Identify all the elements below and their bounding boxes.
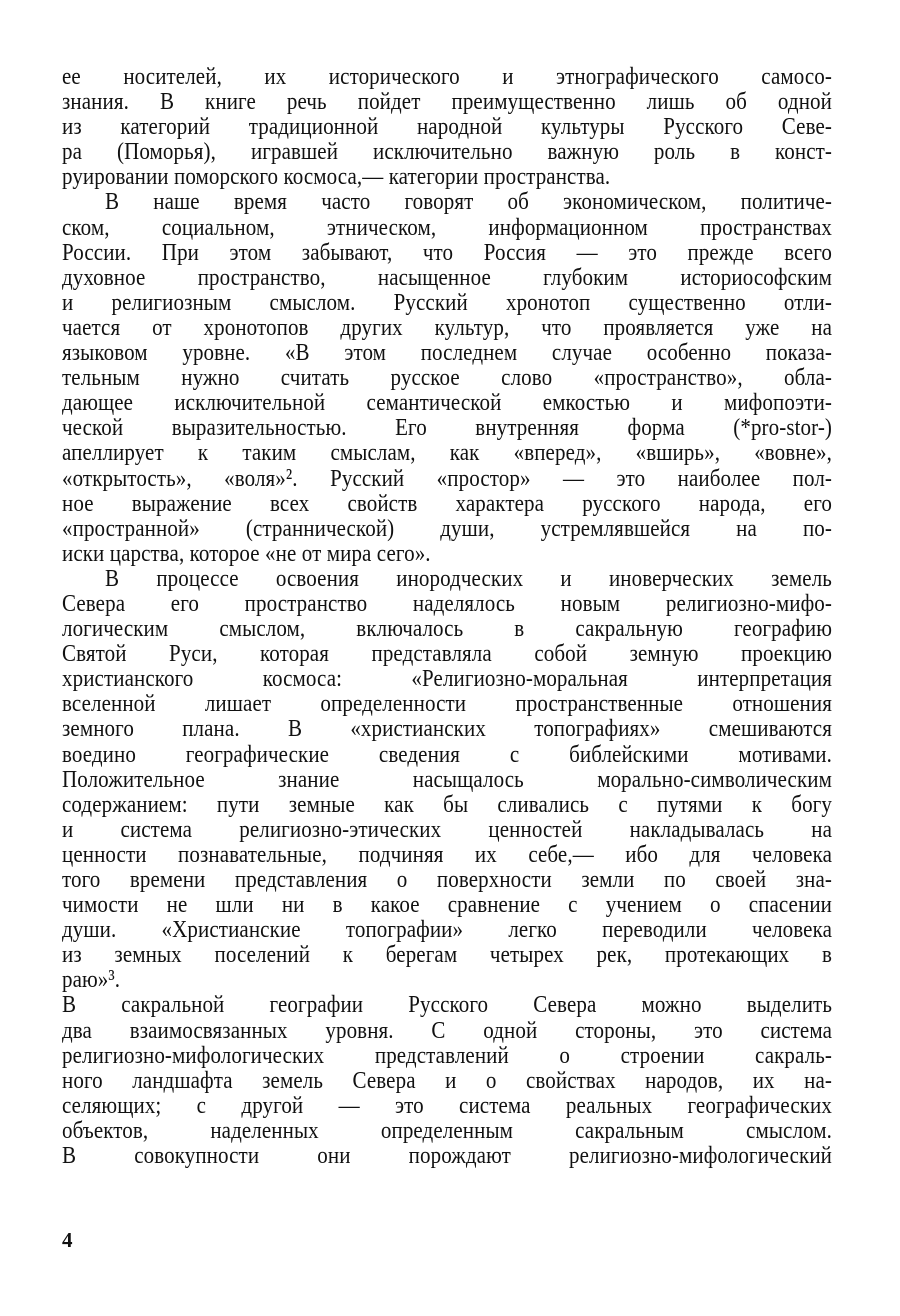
paragraph (62, 61, 832, 191)
text-line: ное выражение всех свойств характера русского народа, его (62, 488, 832, 517)
text-line: знания. В книге речь пойдет преимущественно лишь об одной (62, 86, 832, 116)
text-line: руировании поморского космоса,— категории пространства. (62, 162, 611, 191)
text-line: духовное пространство, насыщенное глубоким историософским (62, 262, 832, 291)
text-line: Святой Руси, которая представляла собой земную проекцию (62, 638, 832, 668)
text-line: России. При этом забывают, что Россия — это прежде всего (62, 237, 832, 266)
text-line: чимости не шли ни в какое сравнение с учением о спасении (62, 889, 832, 919)
text-line: дающее исключительной семантической емкостью и мифопоэти- (62, 387, 832, 417)
text-line: Положительное знание насыщалось морально-символическим (62, 764, 832, 793)
paragraph (62, 563, 832, 994)
text-line: ра (Поморья), игравшей исключительно важную роль в конст- (62, 137, 832, 166)
text-line: и религиозным смыслом. Русский хронотоп существенно отли- (62, 287, 832, 316)
text-line: из категорий традиционной народной культуры Русского Севе- (62, 111, 832, 141)
text-line: ском, социальном, этническом, информационном пространствах (62, 212, 832, 241)
page-number: 4 (62, 1228, 73, 1252)
text-line: два взаимосвязанных уровня. С одной стороны, это система (62, 1015, 832, 1044)
text-line: В наше время часто говорят об экономическом, политиче- (105, 187, 832, 216)
text-line: чается от хронотопов других культур, что проявляется уже на (62, 312, 832, 341)
text-line: языковом уровне. «В этом последнем случае особенно показа- (62, 337, 832, 367)
paragraph (62, 992, 832, 1168)
text-line: логическим смыслом, включалось в сакральную географию (62, 613, 832, 643)
text-line: объектов, наделенных определенным сакральным смыслом. (62, 1115, 832, 1144)
text-line: из земных поселений к берегам четырех рек, протекающих в (62, 940, 832, 969)
text-line: ческой выразительностью. Его внутренняя форма (*pro-stor-) (62, 413, 832, 442)
text-line: религиозно-мифологических представлений о строении сакраль- (62, 1040, 832, 1069)
text-line: В сакральной географии Русского Севера можно выделить (62, 990, 832, 1019)
text-line: души. «Христианские топографии» легко переводили человека (62, 914, 832, 944)
text-line: «пространной» (страннической) души, устремлявшейся на по- (62, 513, 832, 542)
text-line: тельным нужно считать русское слово «пространство», обла- (62, 362, 832, 392)
text-line: содержанием: пути земные как бы сливались с путями к богу (62, 789, 832, 818)
text-line: раю»³. (62, 965, 121, 994)
text-line: В совокупности они порождают религиозно-мифологический (62, 1140, 832, 1170)
text-line: «открытость», «воля»². Русский «простор» — это наиболее пол- (62, 463, 832, 492)
text-line: В процессе освоения инородческих и иноверческих земель (105, 563, 832, 592)
text-line: вселенной лишает определенности пространственные отношения (62, 689, 832, 718)
text-line: ного ландшафта земель Севера и о свойствах народов, их на- (62, 1065, 832, 1094)
text-line: апеллирует к таким смыслам, как «вперед», «вширь», «вовне», (62, 438, 832, 467)
text-line: Севера его пространство наделялось новым религиозно-мифо- (62, 588, 832, 618)
text-line: земного плана. В «христианских топографиях» смешиваются (62, 714, 832, 743)
text-line: селяющих; с другой — это система реальных географических (62, 1090, 832, 1119)
text-line: и система религиозно-этических ценностей накладывалась на (62, 814, 832, 843)
text-line: христианского космоса: «Религиозно-моральная интерпретация (62, 663, 832, 693)
text-line: иски царства, которое «не от мира сего». (62, 538, 431, 567)
text-line: ее носителей, их исторического и этнографического самосо- (62, 61, 832, 91)
paragraph (62, 189, 832, 565)
page-body-text (62, 61, 832, 1170)
text-line: воедино географические сведения с библейскими мотивами. (62, 739, 832, 768)
text-line: того времени представления о поверхности земли по своей зна- (62, 864, 832, 894)
text-line: ценности познавательные, подчиняя их себе,— ибо для человека (62, 839, 832, 868)
